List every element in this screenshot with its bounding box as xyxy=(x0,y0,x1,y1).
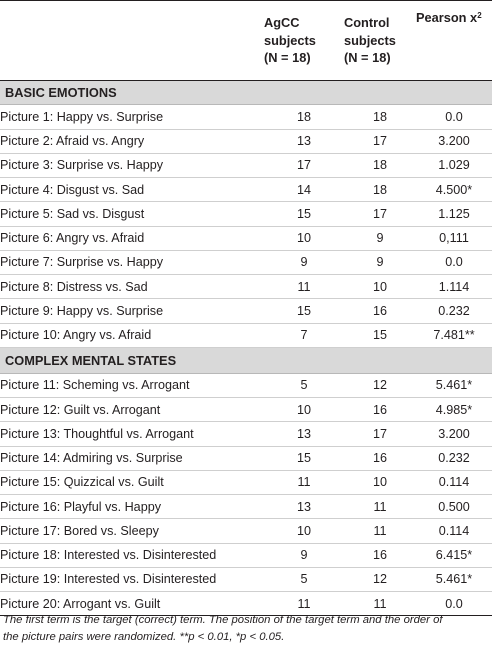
table-row xyxy=(0,373,492,397)
row-label: Picture 9: Happy vs. Surprise xyxy=(0,299,264,323)
cell-pearson: 0.232 xyxy=(416,299,492,323)
cell-agcc: 10 xyxy=(264,226,344,250)
header-agcc-line-1: AgCC xyxy=(264,15,300,31)
table-row xyxy=(0,519,492,543)
cell-agcc: 11 xyxy=(264,592,344,616)
header-pearson xyxy=(416,1,492,81)
cell-control: 10 xyxy=(344,470,416,494)
table-row xyxy=(0,178,492,202)
cell-control: 11 xyxy=(344,519,416,543)
row-label: Picture 14: Admiring vs. Surprise xyxy=(0,446,264,470)
cell-control: 10 xyxy=(344,275,416,299)
table-row xyxy=(0,398,492,422)
cell-control: 18 xyxy=(344,105,416,129)
cell-agcc: 5 xyxy=(264,567,344,591)
header-label-column xyxy=(0,1,264,81)
header-pearson-text: Pearson x xyxy=(416,10,478,25)
row-label: Picture 20: Arrogant vs. Guilt xyxy=(0,592,264,616)
cell-agcc: 10 xyxy=(264,398,344,422)
cell-control: 17 xyxy=(344,422,416,446)
cell-pearson: 0.114 xyxy=(416,519,492,543)
cell-control: 12 xyxy=(344,567,416,591)
table-row xyxy=(0,129,492,153)
row-label: Picture 10: Angry vs. Afraid xyxy=(0,323,264,347)
cell-pearson: 0.114 xyxy=(416,470,492,494)
table-row xyxy=(0,250,492,274)
cell-control: 18 xyxy=(344,153,416,177)
cell-agcc: 15 xyxy=(264,202,344,226)
table-row xyxy=(0,105,492,129)
table-row xyxy=(0,226,492,250)
cell-control: 17 xyxy=(344,129,416,153)
cell-agcc: 11 xyxy=(264,275,344,299)
header-control-line-1: Control xyxy=(344,15,390,31)
cell-control: 9 xyxy=(344,250,416,274)
cell-agcc: 14 xyxy=(264,178,344,202)
row-label: Picture 12: Guilt vs. Arrogant xyxy=(0,398,264,422)
section-title: COMPLEX MENTAL STATES xyxy=(0,347,492,373)
cell-pearson: 0.0 xyxy=(416,592,492,616)
row-label: Picture 7: Surprise vs. Happy xyxy=(0,250,264,274)
cell-pearson: 5.461* xyxy=(416,373,492,397)
table-body xyxy=(0,81,492,616)
cell-control: 16 xyxy=(344,299,416,323)
section-header xyxy=(0,347,492,373)
cell-pearson: 1.029 xyxy=(416,153,492,177)
table-row xyxy=(0,543,492,567)
table-row xyxy=(0,470,492,494)
cell-pearson: 6.415* xyxy=(416,543,492,567)
cell-pearson: 7.481** xyxy=(416,323,492,347)
table-footnote xyxy=(3,612,491,646)
cell-control: 9 xyxy=(344,226,416,250)
cell-agcc: 17 xyxy=(264,153,344,177)
header-agcc-line-2: subjects xyxy=(264,32,316,48)
cell-agcc: 13 xyxy=(264,495,344,519)
footnote-line-1: The first term is the target (correct) term. The position of the target term and the order of xyxy=(3,614,443,626)
table-row xyxy=(0,422,492,446)
cell-pearson: 3.200 xyxy=(416,422,492,446)
cell-pearson: 0.0 xyxy=(416,105,492,129)
header-pearson-sup: 2 xyxy=(477,11,482,20)
header-agcc xyxy=(264,1,344,81)
cell-agcc: 9 xyxy=(264,250,344,274)
row-label: Picture 15: Quizzical vs. Guilt xyxy=(0,470,264,494)
cell-control: 11 xyxy=(344,495,416,519)
table-row xyxy=(0,446,492,470)
cell-pearson: 4.985* xyxy=(416,398,492,422)
cell-agcc: 13 xyxy=(264,129,344,153)
table-header xyxy=(0,1,492,81)
cell-agcc: 7 xyxy=(264,323,344,347)
header-agcc-line-3: (N = 18) xyxy=(264,50,311,66)
cell-control: 15 xyxy=(344,323,416,347)
cell-agcc: 9 xyxy=(264,543,344,567)
cell-pearson: 1.125 xyxy=(416,202,492,226)
cell-pearson: 3.200 xyxy=(416,129,492,153)
row-label: Picture 17: Bored vs. Sleepy xyxy=(0,519,264,543)
row-label: Picture 1: Happy vs. Surprise xyxy=(0,105,264,129)
footnote-line-2: the picture pairs were randomized. **p < 0.01, *p < 0.05. xyxy=(3,631,285,643)
cell-control: 18 xyxy=(344,178,416,202)
table-row xyxy=(0,567,492,591)
cell-control: 11 xyxy=(344,592,416,616)
row-label: Picture 11: Scheming vs. Arrogant xyxy=(0,373,264,397)
row-label: Picture 16: Playful vs. Happy xyxy=(0,495,264,519)
cell-agcc: 15 xyxy=(264,299,344,323)
row-label: Picture 6: Angry vs. Afraid xyxy=(0,226,264,250)
row-label: Picture 8: Distress vs. Sad xyxy=(0,275,264,299)
row-label: Picture 18: Interested vs. Disinterested xyxy=(0,543,264,567)
cell-agcc: 13 xyxy=(264,422,344,446)
table-row xyxy=(0,299,492,323)
row-label: Picture 4: Disgust vs. Sad xyxy=(0,178,264,202)
cell-agcc: 18 xyxy=(264,105,344,129)
cell-agcc: 5 xyxy=(264,373,344,397)
cell-agcc: 11 xyxy=(264,470,344,494)
row-label: Picture 3: Surprise vs. Happy xyxy=(0,153,264,177)
cell-agcc: 10 xyxy=(264,519,344,543)
cell-pearson: 0,111 xyxy=(416,226,492,250)
cell-pearson: 0.500 xyxy=(416,495,492,519)
cell-control: 16 xyxy=(344,446,416,470)
cell-pearson: 0.232 xyxy=(416,446,492,470)
cell-agcc: 15 xyxy=(264,446,344,470)
cell-control: 17 xyxy=(344,202,416,226)
cell-pearson: 0.0 xyxy=(416,250,492,274)
row-label: Picture 19: Interested vs. Disinterested xyxy=(0,567,264,591)
row-label: Picture 13: Thoughtful vs. Arrogant xyxy=(0,422,264,446)
cell-pearson: 4.500* xyxy=(416,178,492,202)
cell-pearson: 1.114 xyxy=(416,275,492,299)
table-row xyxy=(0,495,492,519)
header-control-line-2: subjects xyxy=(344,32,396,48)
cell-control: 12 xyxy=(344,373,416,397)
table-row xyxy=(0,153,492,177)
cell-control: 16 xyxy=(344,398,416,422)
row-label: Picture 2: Afraid vs. Angry xyxy=(0,129,264,153)
header-control-line-3: (N = 18) xyxy=(344,50,391,66)
table-row xyxy=(0,202,492,226)
cell-pearson: 5.461* xyxy=(416,567,492,591)
header-control xyxy=(344,1,416,81)
section-title: BASIC EMOTIONS xyxy=(0,81,492,105)
table-row xyxy=(0,323,492,347)
table-row xyxy=(0,275,492,299)
section-header xyxy=(0,81,492,105)
cell-control: 16 xyxy=(344,543,416,567)
row-label: Picture 5: Sad vs. Disgust xyxy=(0,202,264,226)
